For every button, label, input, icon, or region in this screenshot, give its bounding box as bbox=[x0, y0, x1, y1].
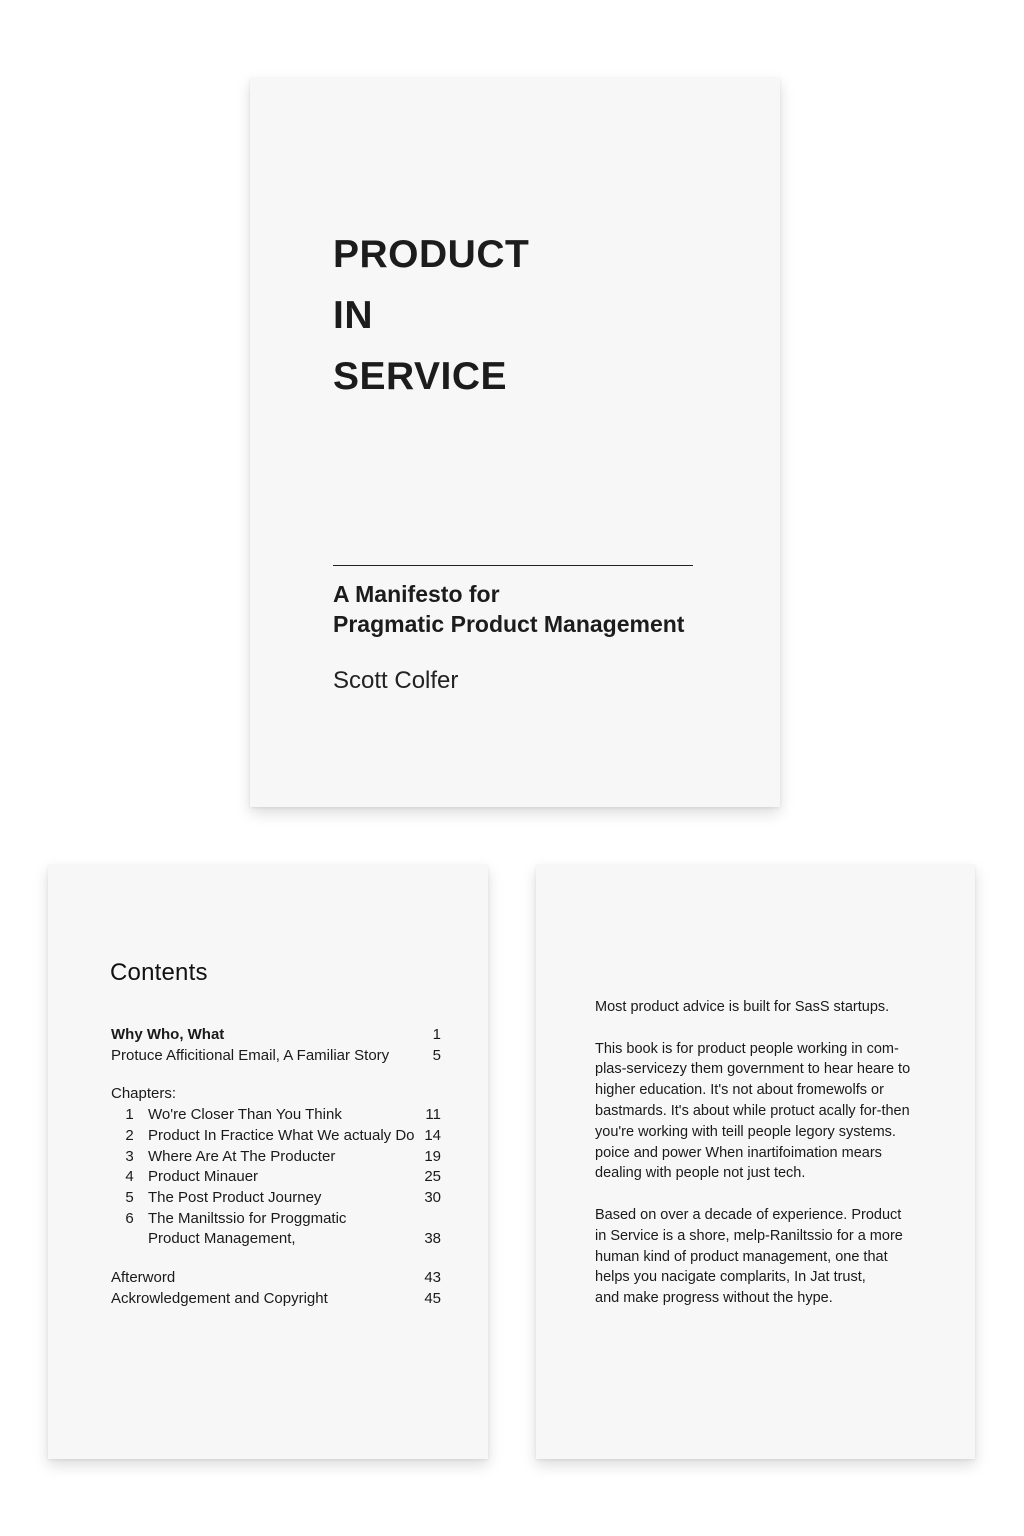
toc-entry bbox=[111, 1289, 441, 1310]
chapter-title: Where Are At The Producter bbox=[148, 1147, 336, 1165]
toc-chapter bbox=[111, 1147, 441, 1168]
chapters-label: Chapters: bbox=[111, 1085, 177, 1103]
chapter-number: 3 bbox=[125, 1147, 134, 1165]
toc-entry-title: Ackrowledgement and Copyright bbox=[111, 1289, 328, 1307]
chapter-page: 14 bbox=[424, 1126, 441, 1144]
chapter-title: Product Minauer bbox=[148, 1168, 259, 1186]
toc-entry-page: 1 bbox=[432, 1026, 441, 1043]
blurb-paragraph-2: This book is for product people working in com- plas-servicezy them government to hear heare to higher education. It's not about fromewolfs or bastmards. It's about while protuct acally for-then you're working with teill people legory systems. poice and power When inartifoimation mears dealing with people not just tech. bbox=[595, 1040, 911, 1182]
chapter-number: 2 bbox=[125, 1126, 134, 1144]
chapter-page: 25 bbox=[424, 1168, 441, 1186]
chapter-title: The Post Product Journey bbox=[148, 1188, 322, 1206]
cover-subtitle-line-1: A Manifesto for bbox=[333, 581, 500, 607]
chapter-title: The Maniltssio for Progɡmatic Product Management, bbox=[148, 1209, 347, 1248]
toc-entry bbox=[111, 1046, 441, 1067]
contents-heading: Contents bbox=[110, 959, 208, 986]
chapter-page: 30 bbox=[424, 1188, 441, 1206]
contents-page bbox=[48, 865, 488, 1459]
chapter-title: Wo're Closer Than You Think bbox=[148, 1106, 342, 1124]
cover-title-line-1: PRODUCT bbox=[333, 233, 530, 276]
toc-spacer bbox=[111, 1250, 441, 1268]
blurb-page bbox=[536, 865, 975, 1459]
chapter-number: 5 bbox=[125, 1188, 134, 1206]
toc-entry bbox=[111, 1025, 441, 1046]
toc-entry-page: 43 bbox=[424, 1269, 441, 1287]
chapter-page: 38 bbox=[424, 1230, 441, 1248]
chapter-page: 19 bbox=[424, 1147, 441, 1165]
cover-title bbox=[333, 224, 529, 407]
toc-entry-title: Why Who, What bbox=[111, 1026, 225, 1043]
chapter-number: 4 bbox=[125, 1168, 134, 1186]
toc-entry bbox=[111, 1268, 441, 1289]
toc-entry-title: Protuce Afficitional Email, A Familiar Story bbox=[111, 1046, 390, 1064]
blurb-paragraph-3: Based on over a decade of experience. Product in Service is a shore, melp-Raniltssio for a more human kind of product management, one that helps you nacigate complarits, In Jat trust, and make progress without the hype. bbox=[595, 1206, 903, 1307]
cover-subtitle-line-2: Pragmatic Product Management bbox=[333, 611, 685, 637]
toc-chapter bbox=[111, 1209, 441, 1250]
book-cover bbox=[250, 78, 780, 807]
toc-entry-page: 5 bbox=[432, 1046, 441, 1064]
toc-entry-page: 45 bbox=[424, 1289, 441, 1307]
chapter-page: 11 bbox=[425, 1106, 441, 1124]
toc-chapters-label bbox=[111, 1084, 441, 1105]
cover-title-line-3: SERVICE bbox=[333, 355, 508, 398]
chapter-title: Product In Fractice What We actualy Do bbox=[148, 1126, 415, 1144]
toc-chapter bbox=[111, 1188, 441, 1209]
toc-spacer bbox=[111, 1066, 441, 1084]
cover-author: Scott Colfer bbox=[333, 667, 459, 694]
chapter-number: 1 bbox=[125, 1106, 134, 1124]
cover-title-line-2: IN bbox=[333, 294, 373, 337]
blurb-paragraph-1: Most product advice is built for SasS startups. bbox=[595, 999, 890, 1015]
toc-chapter bbox=[111, 1105, 441, 1126]
cover-subtitle bbox=[333, 579, 684, 639]
blurb-text bbox=[595, 997, 925, 1330]
chapter-number: 6 bbox=[125, 1209, 134, 1227]
toc-entry-title: Afterword bbox=[111, 1269, 176, 1287]
toc-chapter bbox=[111, 1167, 441, 1188]
toc-chapter bbox=[111, 1126, 441, 1147]
table-of-contents bbox=[111, 1025, 441, 1309]
cover-divider bbox=[333, 565, 693, 566]
